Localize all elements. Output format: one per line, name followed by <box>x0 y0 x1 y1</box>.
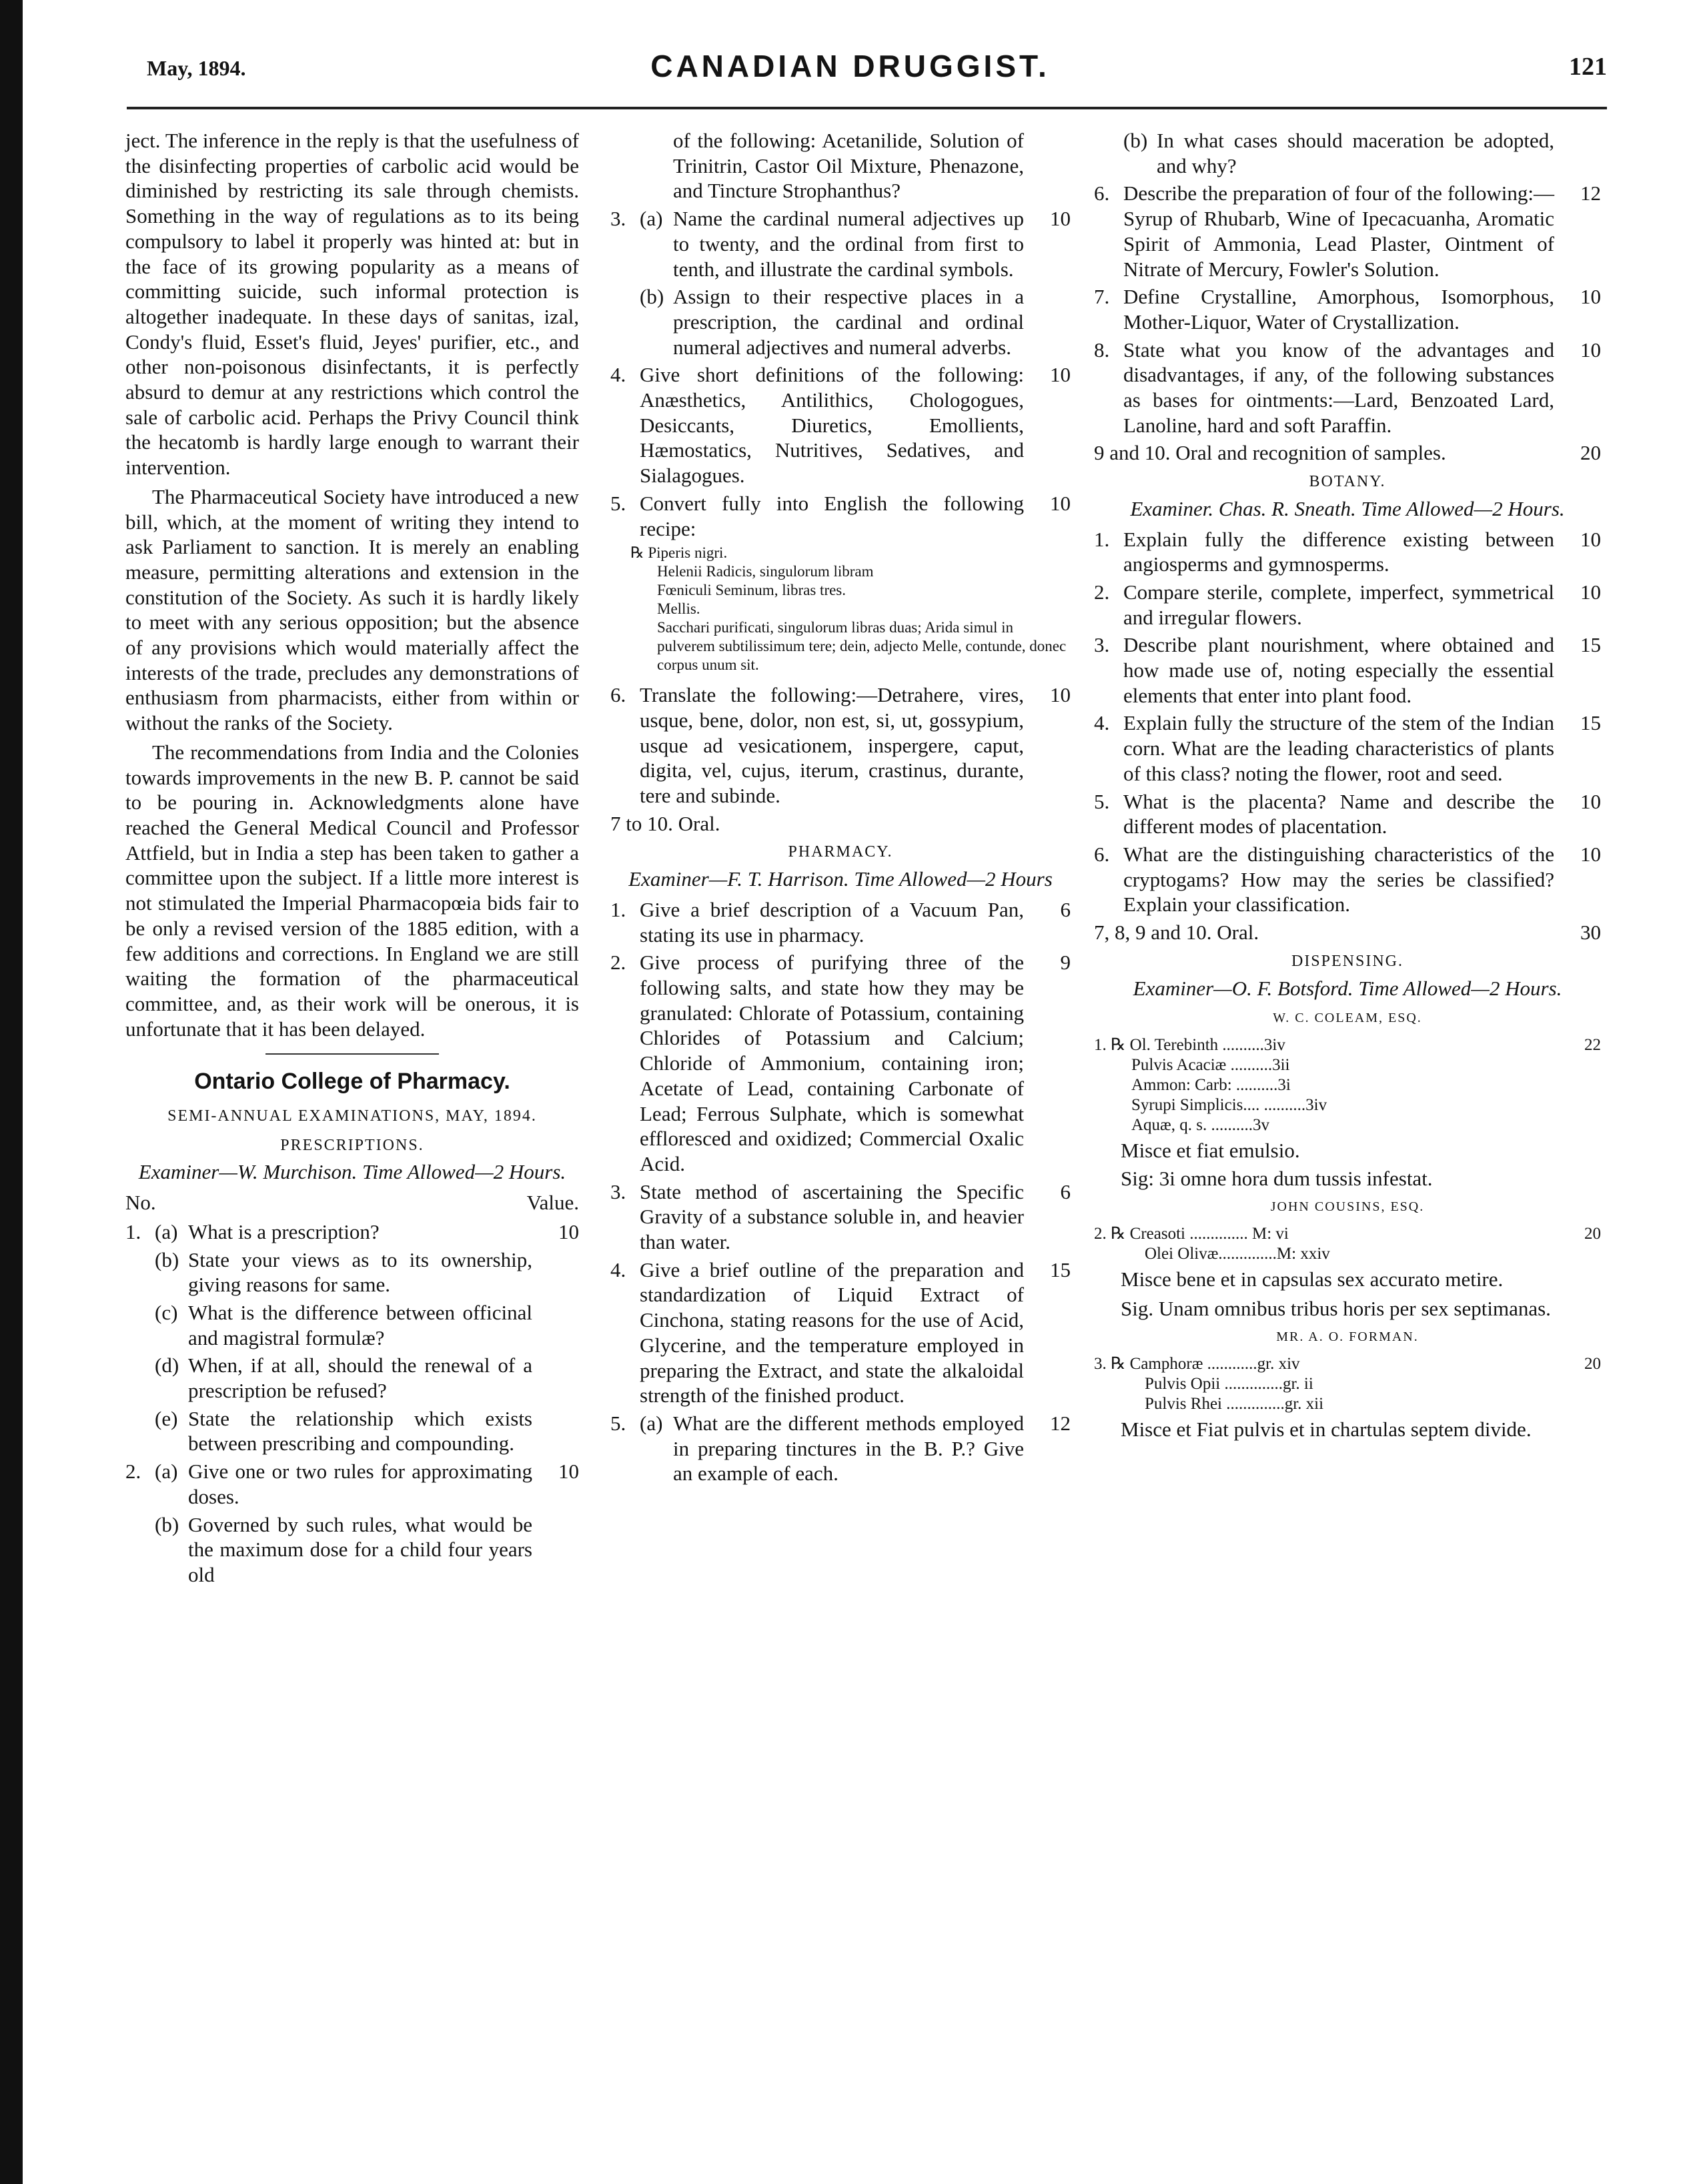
question-letter: (a) <box>640 1411 663 1435</box>
question-value: 20 <box>1580 441 1601 465</box>
question-number: 3. <box>610 1179 626 1203</box>
question-number: 1. <box>125 1219 141 1243</box>
oral-note: 7 to 10. Oral. <box>610 811 720 835</box>
prescription <box>1094 1035 1601 1135</box>
rx-value: 20 <box>1584 1355 1601 1374</box>
prescription <box>1094 1224 1601 1264</box>
question <box>1094 789 1601 839</box>
rx-line: Ammon: Carb: ..........3i <box>1131 1075 1291 1094</box>
question-value: 6 <box>1060 1179 1071 1203</box>
question-value: 9 <box>1060 951 1071 975</box>
question <box>610 284 1071 360</box>
question-letter: (a) <box>155 1219 178 1243</box>
question <box>1094 842 1601 917</box>
question-value: 10 <box>1050 207 1071 231</box>
rx-line: 2. ℞ Creasoti .............. M: vi <box>1094 1225 1289 1243</box>
question-number: 5. <box>610 491 626 515</box>
question-text: State method of ascertaining the Specific Gravity of a substance soluble in, and heavier than water. <box>640 1179 1024 1254</box>
question-text: State your views as to its ownership, giving reasons for same. <box>188 1247 532 1297</box>
rx-instruction: Misce et Fiat pulvis et in chartulas septem divide. <box>1121 1418 1532 1442</box>
question <box>610 1411 1071 1486</box>
question <box>125 1219 579 1245</box>
question <box>610 206 1071 282</box>
contributor: MR. A. O. FORMAN. <box>1276 1329 1419 1345</box>
question <box>1094 580 1601 630</box>
question-text: Give a brief outline of the preparation and standardization of Liquid Extract of Cinchona, stating reasons for the use of Acid, Glycerine, and the temperature employed in preparing the Extract, and state the alkaloidal strength of the finished product. <box>640 1257 1024 1408</box>
question-letter: (b) <box>155 1512 179 1536</box>
no-label: No. <box>125 1191 156 1215</box>
column-2 <box>610 128 1071 1489</box>
examiner-line: Examiner—O. F. Botsford. Time Allowed—2 Hours. <box>1133 976 1562 1000</box>
question-value: 6 <box>1060 897 1071 921</box>
divider <box>265 1053 439 1055</box>
paragraph: ject. The inference in the reply is that the usefulness of the disinfecting properties of carbolic acid would be diminished by restricting its sale through chemists. Something in the way of regulations as to its being compulsory to label it properly was hinted at: but in the face of its growing popularity as a means of committing suicide, such informal protection is altogether inadequate. In these days of sanitas, izal, Condy's fluid, Esset's fluid, Jeyes' purifier, etc., and other non-poisonous disinfectants, it is perfectly absurd to demur at any restrictions which control the sale of carbolic acid. Perhaps the Privy Council think the hecatomb is hardly large enough to warrant their intervention. <box>125 129 579 480</box>
question <box>1094 710 1601 786</box>
question-value: 10 <box>1050 491 1071 515</box>
question-value: 10 <box>558 1460 579 1484</box>
question-number: 6. <box>1094 181 1110 205</box>
question-number: 4. <box>610 363 626 387</box>
question-value: 10 <box>1050 683 1071 707</box>
examiner-line: Examiner. Chas. R. Sneath. Time Allowed—2 Hours. <box>1130 496 1565 520</box>
question-letter: (b) <box>640 285 664 309</box>
question-value: 10 <box>1580 789 1601 813</box>
question-text: Give short definitions of the following: Anæsthetics, Antilithics, Chologogues, Desiccants, Diuretics, Emollients, Hæmostatics, Nutritives, Sedatives, and Sialagogues. <box>640 363 1024 488</box>
question-letter: (b) <box>1123 129 1148 152</box>
question-text: Convert fully into English the following recipe: <box>640 491 1024 540</box>
contributor: JOHN COUSINS, ESQ. <box>1270 1199 1425 1215</box>
question-number: 5. <box>1094 789 1110 813</box>
question-value: 10 <box>1580 527 1601 551</box>
subject-heading: BOTANY. <box>1309 473 1386 491</box>
question <box>125 1353 579 1403</box>
question <box>1094 181 1601 282</box>
question-number: 4. <box>610 1257 626 1281</box>
subject-heading: DISPENSING. <box>1291 952 1403 970</box>
question <box>1094 920 1601 945</box>
question <box>1094 440 1601 466</box>
question-text: Assign to their respective places in a prescription, the cardinal and ordinal numeral adjectives and numeral adverbs. <box>673 285 1024 359</box>
journal-title: CANADIAN DRUGGIST. <box>650 49 1050 83</box>
question-value: 30 <box>1580 921 1601 945</box>
exam-title: SEMI-ANNUAL EXAMINATIONS, MAY, 1894. <box>167 1107 537 1125</box>
question-number: 2. <box>610 951 626 975</box>
question <box>125 1459 579 1509</box>
question-text: of the following: Acetanilide, Solution of Trinitrin, Castor Oil Mixture, Phenazone, and Tincture Strophanthus? <box>673 129 1024 203</box>
question <box>610 682 1071 808</box>
question-letter: (c) <box>155 1300 178 1324</box>
rx-value: 22 <box>1584 1035 1601 1054</box>
rx-line: 3. ℞ Camphoræ ............gr. xiv <box>1094 1355 1300 1374</box>
recipe-line: ℞ Piperis nigri. <box>630 544 728 562</box>
question-number: 4. <box>1094 711 1110 735</box>
question-text: When, if at all, should the renewal of a prescription be refused? <box>188 1353 532 1403</box>
question-text: In what cases should maceration be adopted, and why? <box>1157 129 1554 177</box>
question-value: 15 <box>1580 633 1601 657</box>
column-3 <box>1094 128 1601 1446</box>
rx-line: 1. ℞ Ol. Terebinth ..........3iv <box>1094 1035 1285 1054</box>
rx-line: Aquæ, q. s. ..........3v <box>1131 1115 1269 1134</box>
question <box>125 1247 579 1297</box>
rx-value: 20 <box>1584 1225 1601 1243</box>
rx-line: Pulvis Rhei ..............gr. xii <box>1145 1395 1324 1414</box>
rx-signature: Sig: 3i omne hora dum tussis infestat. <box>1121 1166 1433 1190</box>
question-text: Give one or two rules for approximating doses. <box>188 1460 532 1508</box>
question <box>1094 632 1601 708</box>
question-text: Compare sterile, complete, imperfect, symmetrical and irregular flowers. <box>1123 580 1554 629</box>
question <box>1094 338 1601 438</box>
question <box>1094 284 1601 334</box>
question-value: 12 <box>1580 181 1601 205</box>
question-value: 10 <box>1580 338 1601 362</box>
question-value: 12 <box>1050 1411 1071 1435</box>
rx-signature: Sig. Unam omnibus tribus horis per sex septimanas. <box>1121 1296 1551 1320</box>
question-number: 6. <box>610 683 626 707</box>
question-text: 9 and 10. Oral and recognition of samples. <box>1094 441 1446 465</box>
rx-line: Olei Olivæ..............M: xxiv <box>1145 1245 1330 1263</box>
page-header <box>93 48 1607 95</box>
question-value: 15 <box>1580 711 1601 735</box>
recipe-line: Mellis. <box>657 600 700 618</box>
question-letter: (e) <box>155 1406 178 1430</box>
question-number: 2. <box>125 1460 141 1484</box>
question <box>610 128 1071 203</box>
question-text: Give a brief description of a Vacuum Pan, stating its use in pharmacy. <box>640 897 1024 947</box>
question-number: 6. <box>1094 842 1110 866</box>
question-text: Explain fully the structure of the stem of the Indian corn. What are the leading characteristics of plants of this class? noting the flower, root and seed. <box>1123 711 1554 785</box>
question-text: What is the placenta? Name and describe the different modes of placentation. <box>1123 789 1554 839</box>
question <box>125 1406 579 1456</box>
question-number: 3. <box>1094 633 1110 657</box>
question-number: 1. <box>1094 527 1110 551</box>
question-text: Give process of purifying three of the following salts, and state how they may be granulated: Chlorate of Potassium, containing Chlorides of Potassium and Calcium; Chloride of Ammonium, containing iron; Acetate of Lead, containing Carbonate of Lead; Ferrous Sulphate, which is somewhat effloresced and oxidized; Commercial Oxalic Acid. <box>640 951 1024 1175</box>
question <box>610 362 1071 488</box>
question <box>610 897 1071 947</box>
question <box>1094 527 1601 577</box>
question-letter: (a) <box>155 1460 178 1484</box>
recipe-line: Helenii Radicis, singulorum libram <box>657 563 874 580</box>
column-1 <box>125 128 579 1590</box>
paragraph: The recommendations from India and the Colonies towards improvements in the new B. P. cannot be said to be pouring in. Acknowledgments alone have reached the General Medical Council and Professor Attfield, but in India a step has been taken to gather a committee upon the subject. If a little more interest is not stimulated the Imperial Pharmacopœia bids fair to be only a revised version of the 1885 edition, with a few additions and corrections. In England we are still waiting the formation of the pharmaceutical committee, and, as their work will be onerous, it is unfortunate that it has been delayed. <box>125 740 579 1041</box>
question <box>610 491 1071 541</box>
recipe-line: Fœniculi Seminum, libras tres. <box>657 582 847 599</box>
rx-instruction: Misce bene et in capsulas sex accurato metire. <box>1121 1267 1504 1291</box>
question-number: 2. <box>1094 580 1110 604</box>
question-text: What is a prescription? <box>188 1219 380 1243</box>
question-text: Translate the following:—Detrahere, vires, usque, bene, dolor, non est, si, ut, gossypium, usque ad vesicationem, inspergere, caput, digita, vel, cujus, iterum, crastinus, durante, tere and subinde. <box>640 683 1024 808</box>
question-number: 5. <box>610 1411 626 1435</box>
scan-edge <box>0 0 23 2184</box>
question <box>1094 128 1601 178</box>
question <box>610 1257 1071 1408</box>
question-letter: (b) <box>155 1247 179 1271</box>
question-text: Governed by such rules, what would be the maximum dose for a child four years old <box>188 1512 532 1586</box>
question-text: State what you know of the advantages and disadvantages, if any, of the following substances as bases for ointments:—Lard, Benzoated Lard, Lanoline, hard and soft Paraffin. <box>1123 338 1554 437</box>
question-value: 10 <box>1580 580 1601 604</box>
page-number: 121 <box>1569 53 1607 81</box>
recipe-line: Sacchari purificati, singulorum libras duas; Arida simul in pulverem subtilissimum tere; dein, adjecto Melle, contunde, donec corpus unum sit. <box>657 619 1067 674</box>
rx-instruction: Misce et fiat emulsio. <box>1121 1138 1300 1162</box>
question-letter: (a) <box>640 207 663 231</box>
question-number: 3. <box>610 207 626 231</box>
question-text: What are the different methods employed in preparing tinctures in the B. P.? Give an example of each. <box>673 1411 1024 1486</box>
value-label: Value. <box>526 1191 579 1215</box>
subject-heading: PRESCRIPTIONS. <box>280 1136 424 1154</box>
question-number: 1. <box>610 897 626 921</box>
question-value: 10 <box>1580 842 1601 866</box>
section-heading: Ontario College of Pharmacy. <box>194 1069 510 1095</box>
question <box>610 1179 1071 1255</box>
rx-line: Pulvis Opii ..............gr. ii <box>1145 1375 1313 1394</box>
question-number: 8. <box>1094 338 1110 362</box>
paragraph: The Pharmaceutical Society have introduced a new bill, which, at the moment of writing they intend to ask Parliament to sanction. It is merely an enabling measure, permitting alterations and extension in the constitution of the Society. As such it is hardly likely to meet with any serious opposition; but the absence of any provisions which would materially affect the interests of the trade, precludes any demonstrations of enthusiasm from pharmacists, either from within or without the ranks of the Society. <box>125 484 579 735</box>
question-text: Describe the preparation of four of the following:—Syrup of Rhubarb, Wine of Ipecacuanha, Aromatic Spirit of Ammonia, Lead Plaster, Ointment of Nitrate of Mercury, Fowler's Solution. <box>1123 181 1554 281</box>
question-text: What is the difference between officinal and magistral formulæ? <box>188 1300 532 1349</box>
question-value: 15 <box>1050 1257 1071 1281</box>
question-text: Explain fully the difference existing between angiosperms and gymnosperms. <box>1123 527 1554 576</box>
question-number: 7. <box>1094 285 1110 309</box>
examiner-line: Examiner—W. Murchison. Time Allowed—2 Hours. <box>138 1160 566 1184</box>
contributor: W. C. COLEAM, ESQ. <box>1273 1011 1422 1026</box>
latin-recipe <box>630 544 1071 674</box>
question <box>610 950 1071 1176</box>
issue-date: May, 1894. <box>147 56 246 80</box>
question-value: 10 <box>558 1219 579 1243</box>
header-rule <box>127 107 1607 109</box>
question-text: State the relationship which exists between prescribing and compounding. <box>188 1406 532 1456</box>
question-text: Describe plant nourishment, where obtained and how made use of, noting especially the essential elements that enter into plant food. <box>1123 633 1554 707</box>
question-text: 7, 8, 9 and 10. Oral. <box>1094 921 1259 945</box>
column-headings <box>125 1190 579 1215</box>
question-value: 10 <box>1050 363 1071 387</box>
prescription <box>1094 1354 1601 1414</box>
subject-heading: PHARMACY. <box>788 843 893 861</box>
rx-line: Pulvis Acaciæ ..........3ii <box>1131 1055 1290 1074</box>
examiner-line: Examiner—F. T. Harrison. Time Allowed—2 Hours <box>628 867 1053 891</box>
question-text: What are the distinguishing characteristics of the cryptogams? How may the series be classified? Explain your classification. <box>1123 842 1554 917</box>
question <box>125 1300 579 1350</box>
question-text: Define Crystalline, Amorphous, Isomorphous, Mother-Liquor, Water of Crystallization. <box>1123 285 1554 334</box>
rx-line: Syrupi Simplicis.... ..........3iv <box>1131 1095 1327 1114</box>
question-value: 10 <box>1580 285 1601 309</box>
question-letter: (d) <box>155 1353 179 1378</box>
question <box>125 1512 579 1588</box>
question-text: Name the cardinal numeral adjectives up to twenty, and the ordinal from first to tenth, and illustrate the cardinal symbols. <box>673 207 1024 281</box>
